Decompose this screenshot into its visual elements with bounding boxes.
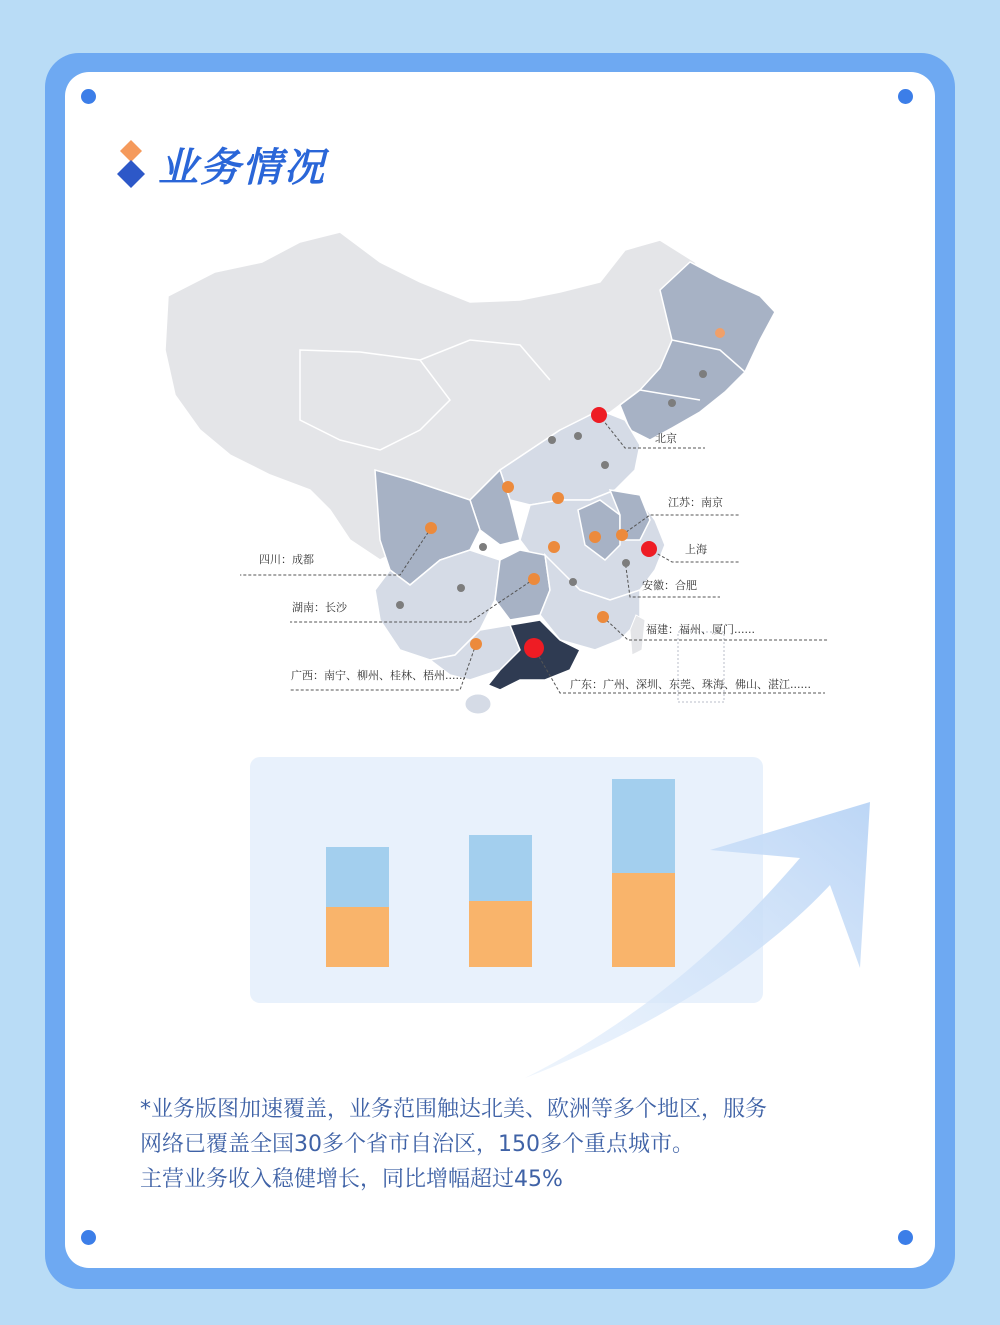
map-marker-beijing <box>591 407 607 423</box>
map-region-hainan <box>465 694 491 714</box>
corner-dot-bottom-right <box>898 1230 913 1245</box>
map-label-sichuan: 四川：成都 <box>259 553 314 566</box>
china-coverage-map <box>150 225 840 720</box>
diamond-icon <box>116 138 150 190</box>
map-label-hunan: 湖南：长沙 <box>292 601 347 614</box>
corner-dot-bottom-left <box>81 1230 96 1245</box>
map-label-anhui: 安徽：合肥 <box>642 579 697 592</box>
bar-1-segment-2 <box>326 847 389 907</box>
map-marker-guangzhou <box>524 638 544 658</box>
description-line-2: 网络已覆盖全国30多个省市自治区，150多个重点城市。 <box>140 1132 694 1157</box>
map-label-guangxi: 广西：南宁、柳州、桂林、梧州...... <box>291 669 466 682</box>
map-label-beijing: 北京 <box>655 432 677 445</box>
page-title: 业务情况 <box>158 144 326 191</box>
map-marker-nanjing <box>616 529 628 541</box>
map-marker-chengdu <box>425 522 437 534</box>
map-label-guangdong: 广东：广州、深圳、东莞、珠海、佛山、湛江...... <box>570 678 811 691</box>
map-marker-shanghai <box>641 541 657 557</box>
map-marker-fuzhou <box>597 611 609 623</box>
bar-1-segment-1 <box>326 907 389 967</box>
south-china-sea-inset <box>678 632 724 702</box>
map-label-fujian: 福建：福州、厦门...... <box>646 623 755 636</box>
business-description <box>140 1092 880 1197</box>
map-marker-nanning <box>470 638 482 650</box>
map-label-shanghai: 上海 <box>685 543 707 556</box>
growth-arrow-icon <box>500 790 890 1090</box>
map-marker-changsha <box>528 573 540 585</box>
description-line-3: 主营业务收入稳健增长，同比增幅超过45% <box>140 1167 563 1192</box>
corner-dot-top-right <box>898 89 913 104</box>
description-line-1: *业务版图加速覆盖，业务范围触达北美、欧洲等多个地区，服务 <box>140 1097 768 1122</box>
corner-dot-top-left <box>81 89 96 104</box>
map-label-jiangsu: 江苏：南京 <box>668 496 723 509</box>
section-header <box>116 136 326 192</box>
